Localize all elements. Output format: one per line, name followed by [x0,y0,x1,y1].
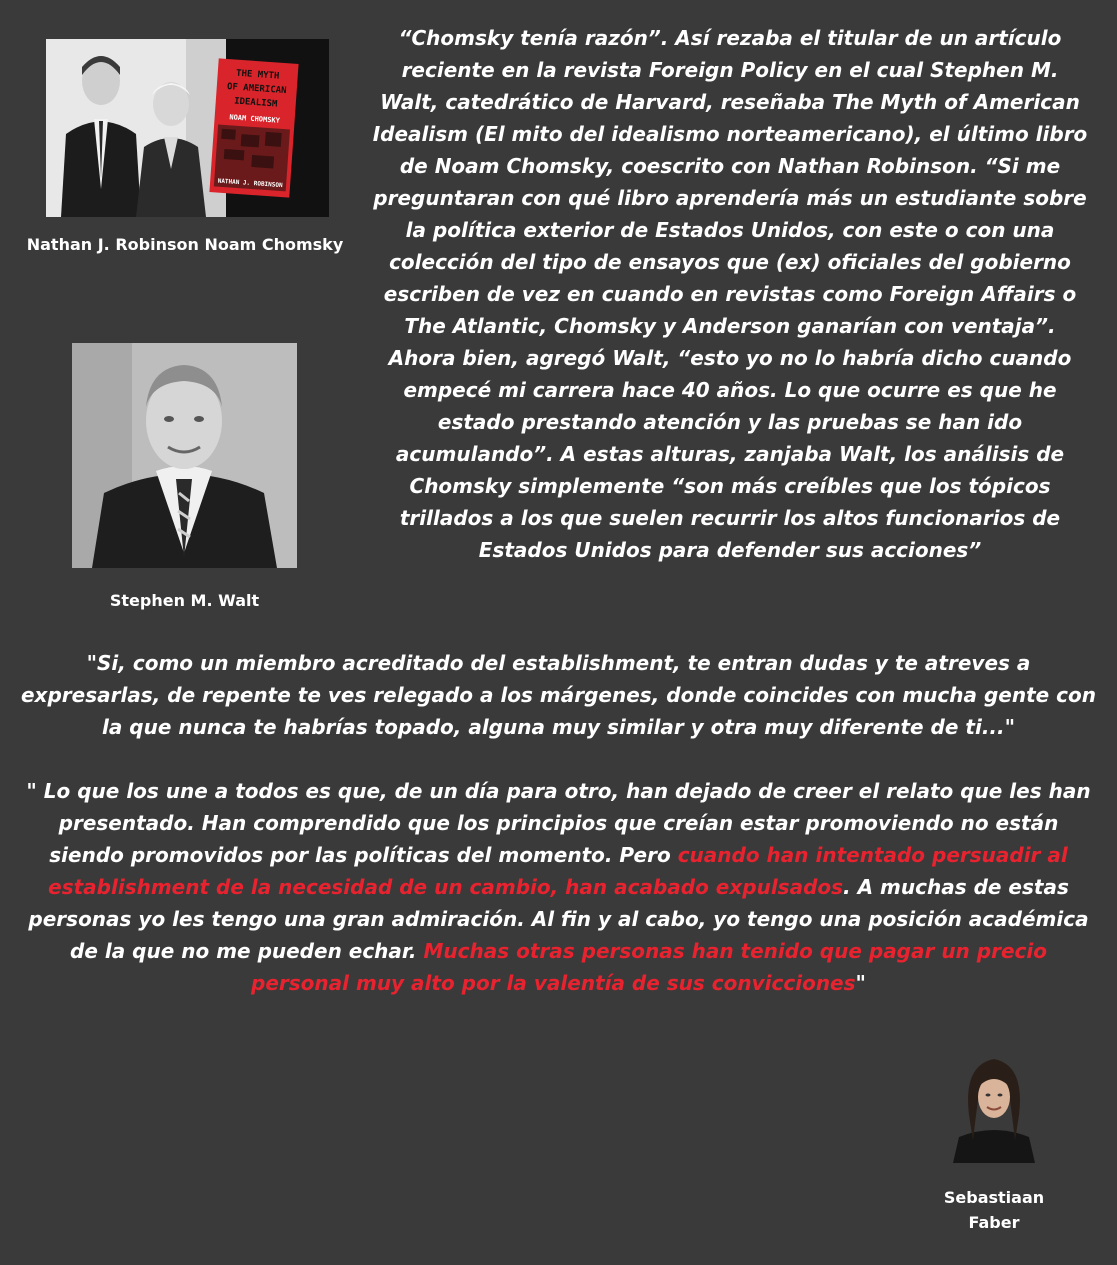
quote-paragraph-2 [18,775,1099,999]
walt-illustration [72,343,297,568]
book-title-line1: THE MYTH [235,68,280,82]
quote2-part1: " Lo que los une a todos es que, de un día para otro, han dejado de creer el relato que les han presentado. Han comprendido que los principios que creían estar promoviendo no están siendo promovidos por las políticas del momento. Pero [26,779,1091,867]
walt-caption: Stephen M. Walt [109,591,260,610]
book-author2: NATHAN J. ROBINSON [217,177,283,190]
robinson-chomsky-caption: Nathan J. Robinson Noam Chomsky [26,235,344,254]
quote2-highlight-2: Muchas otras personas han tenido que pagar un precio personal muy alto por la valentía de sus convicciones [251,939,1047,995]
robinson-chomsky-illustration [46,39,329,217]
walt-photo [72,343,297,568]
faber-caption-first: Sebastiaan [943,1188,1045,1207]
faber-caption-last: Faber [968,1213,1020,1232]
robinson-chomsky-photo [46,39,329,217]
intro-paragraph: “Chomsky tenía razón”. Así rezaba el titular de un artículo reciente en la revista Foreign Policy en el cual Stephen M. Walt, catedrático de Harvard, reseñaba The Myth of American Idealism (El mito del idealismo norteamericano), el último libro de Noam Chomsky, coescrito con Nathan Robinson. “Si me preguntaran con qué libro aprendería más un estudiante sobre la política exterior de Estados Unidos, con este o con una colección del tipo de ensayos que (ex) oficiales del gobierno escriben de vez en cuando en revistas como Foreign Affairs o The Atlantic, Chomsky y Anderson ganarían con ventaja”. Ahora bien, agregó Walt, “esto yo no lo habría dicho cuando empecé mi carrera hace 40 años. Lo que ocurre es que he estado prestando atención y las pruebas se han ido acumulando”. A estas alturas, zanjaba Walt, los análisis de Chomsky simplemente “son más creíbles que los tópicos trillados a los que suelen recurrir los altos funcionarios de Estados Unidos para defender sus acciones” [372,26,1088,562]
quote2-part2: . A muchas de estas personas yo les tengo una gran admiración. Al fin y al cabo, yo tengo una posición académica de la que no me pueden echar. [28,875,1089,963]
book-title-line3: IDEALISM [233,96,278,110]
book-title-line2: OF AMERICAN [226,82,287,97]
faber-caption [925,1185,1063,1235]
quote-paragraph-1: "Si, como un miembro acreditado del establishment, te entran dudas y te atreves a expresarlas, de repente te ves relegado a los márgenes, donde coincides con mucha gente con la que nunca te habrías topado, alguna muy similar y otra muy diferente de ti..." [20,651,1097,739]
faber-photo [945,1045,1043,1163]
book-author1: NOAM CHOMSKY [229,113,281,125]
quote2-highlight-1: cuando han intentado persuadir al establishment de la necesidad de un cambio, han acabado expulsados [48,843,1068,899]
faber-illustration [945,1045,1043,1163]
quote2-part3: " [855,971,866,995]
